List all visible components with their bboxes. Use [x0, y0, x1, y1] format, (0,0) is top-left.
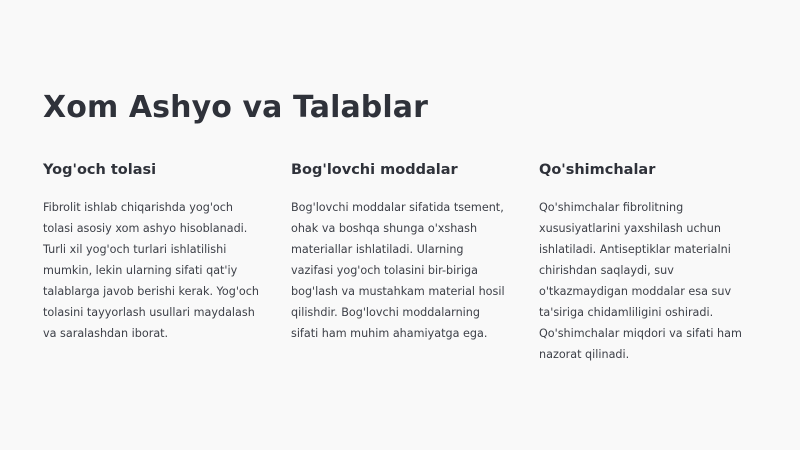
column-heading: Yog'och tolasi [43, 162, 157, 178]
column-binders [291, 160, 509, 365]
slide-title: Xom Ashyo va Talablar [43, 90, 428, 125]
column-body: Bog'lovchi moddalar sifatida tsement, ohak va boshqa shunga o'xshash materiallar ishlatiladi. Ularning vazifasi yog'och tolasini bir-biriga bog'lash va mustahkam material hosil qilishdir. Bog'lovchi moddalarning sifati ham muhim ahamiyatga ega. [291, 201, 505, 340]
content-columns [43, 160, 763, 365]
column-body: Qo'shimchalar fibrolitning xususiyatlarini yaxshilash uchun ishlatiladi. Antiseptiklar materialni chirishdan saqlaydi, suv o'tkazmaydigan moddalar esa suv ta'siriga chidamliligini oshiradi. Qo'shimchalar miqdori va sifati ham nazorat qilinadi. [539, 201, 742, 361]
column-body: Fibrolit ishlab chiqarishda yog'och tolasi asosiy xom ashyo hisoblanadi. Turli xil yog'och turlari ishlatilishi mumkin, lekin ularning sifati qat'iy talablarga javob berishi kerak. Yog'och tolasini tayyorlash usullari maydalash va saralashdan iborat. [43, 201, 260, 340]
column-additives [539, 160, 757, 365]
column-wood-fiber [43, 160, 261, 365]
column-heading: Bog'lovchi moddalar [291, 162, 458, 178]
column-heading: Qo'shimchalar [539, 162, 656, 178]
